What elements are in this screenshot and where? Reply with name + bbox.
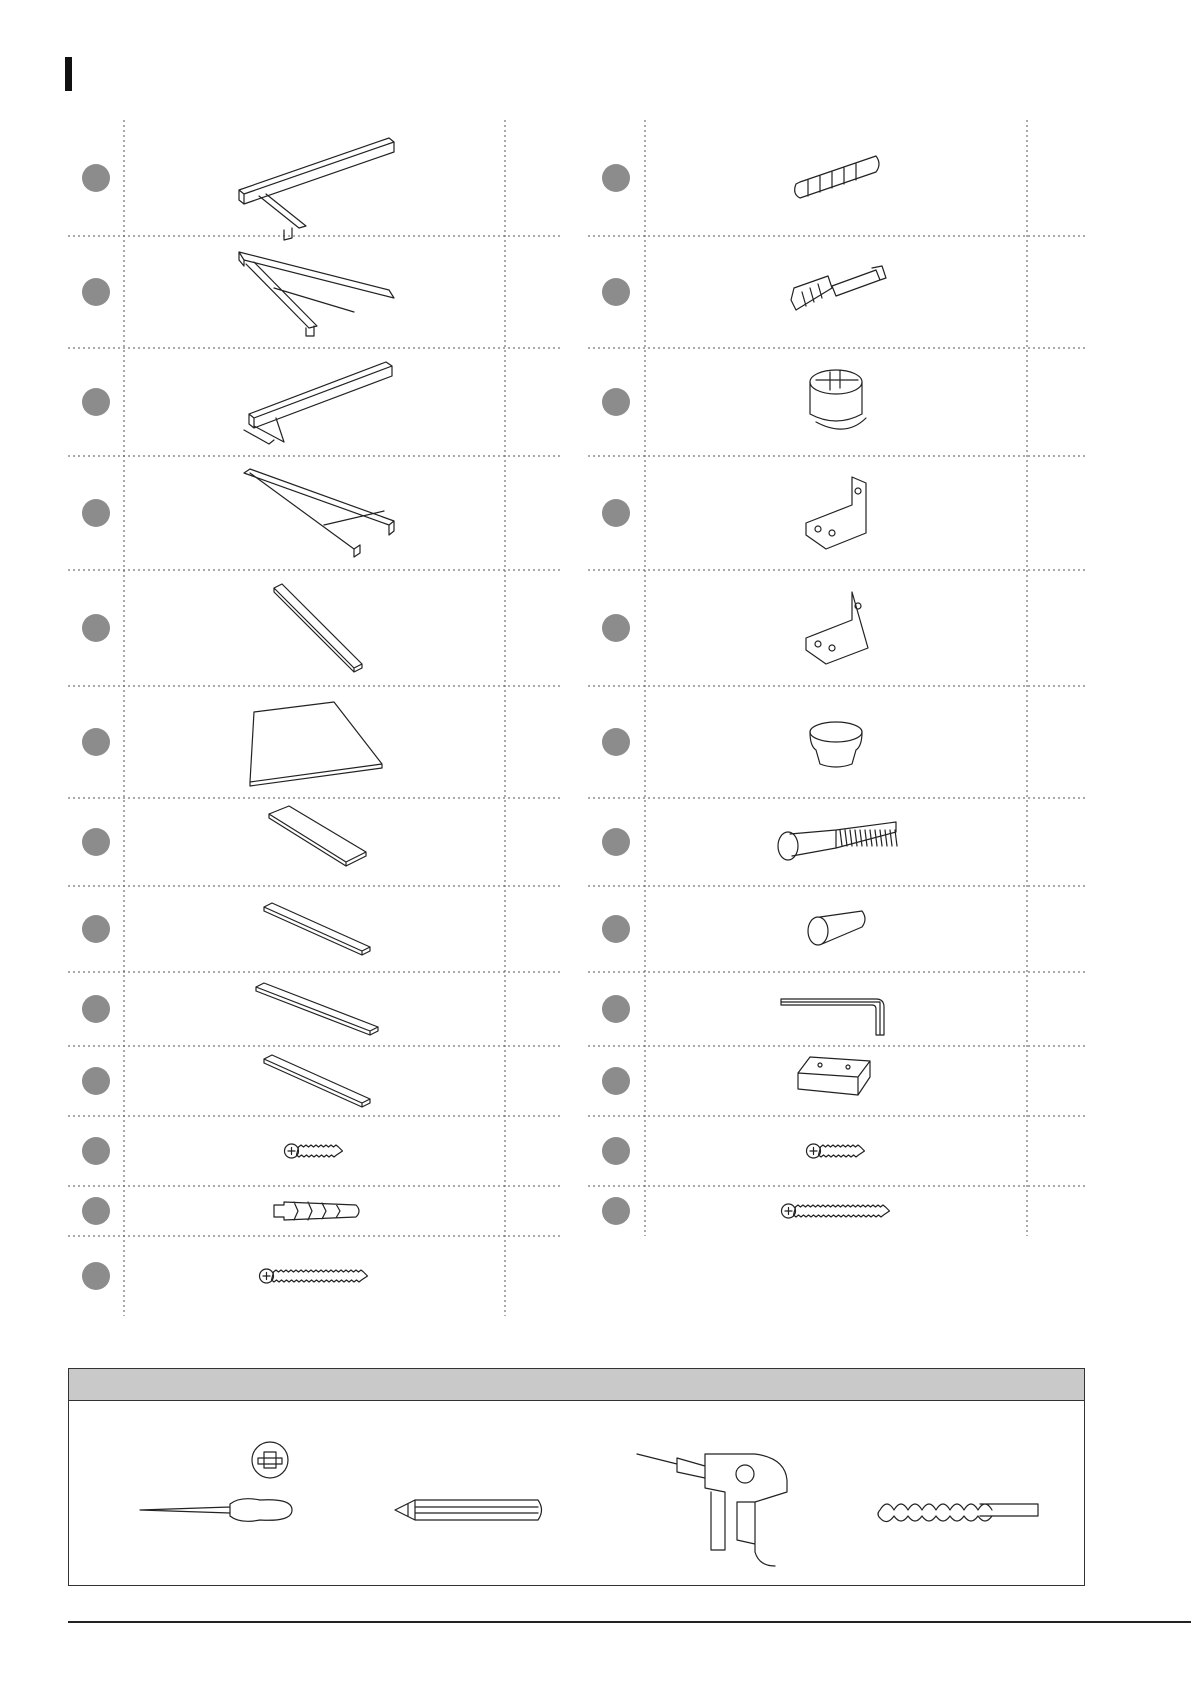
part-right-10	[602, 1057, 870, 1095]
part-left-1	[82, 138, 394, 240]
allen-key-icon	[781, 999, 884, 1035]
part-left-9	[82, 983, 378, 1035]
cam-bolt-icon	[791, 266, 886, 310]
angle-bracket-icon	[806, 477, 866, 549]
angle-bracket-icon	[806, 592, 868, 664]
block-icon	[798, 1057, 870, 1095]
part-left-10	[82, 1055, 370, 1107]
triangle-frame-icon	[239, 138, 394, 240]
part-number-marker	[602, 1137, 630, 1165]
footer-rule	[68, 1621, 1191, 1623]
panel-icon	[269, 806, 366, 866]
part-right-7	[602, 822, 897, 860]
part-left-4	[82, 469, 394, 557]
part-number-marker	[602, 164, 630, 192]
triangle-frame-icon	[244, 362, 392, 444]
cam-lock-icon	[810, 370, 866, 429]
part-number-marker	[602, 278, 630, 306]
part-right-11	[602, 1137, 865, 1165]
part-left-2	[82, 252, 394, 336]
barrel-nut-icon	[808, 911, 865, 945]
screw-icon	[285, 1144, 343, 1158]
foot-icon	[810, 722, 862, 767]
part-right-6	[602, 722, 862, 767]
part-number-marker	[82, 1197, 110, 1225]
tools-box-header	[69, 1369, 1084, 1401]
part-number-marker	[602, 1067, 630, 1095]
part-left-13	[82, 1262, 368, 1290]
part-right-3	[602, 370, 866, 429]
part-right-5	[602, 592, 868, 664]
part-number-marker	[82, 388, 110, 416]
board-icon	[264, 903, 370, 955]
screw-icon	[260, 1269, 368, 1283]
part-left-3	[82, 362, 392, 444]
dowel-icon	[795, 156, 879, 198]
part-left-5	[82, 584, 362, 672]
part-number-marker	[602, 499, 630, 527]
part-left-11	[82, 1137, 343, 1165]
part-number-marker	[82, 278, 110, 306]
bolt-icon	[778, 822, 897, 860]
part-number-marker	[82, 915, 110, 943]
wall-plug-icon	[274, 1202, 359, 1220]
board-icon	[264, 1055, 370, 1107]
part-number-marker	[602, 388, 630, 416]
part-number-marker	[602, 614, 630, 642]
part-number-marker	[602, 995, 630, 1023]
part-number-marker	[82, 614, 110, 642]
part-number-marker	[82, 499, 110, 527]
rail-icon	[274, 584, 362, 672]
part-left-6	[82, 702, 382, 786]
tools-box	[68, 1368, 1085, 1586]
part-number-marker	[602, 828, 630, 856]
part-number-marker	[82, 728, 110, 756]
triangle-frame-icon	[244, 469, 394, 557]
part-left-7	[82, 806, 366, 866]
part-number-marker	[82, 828, 110, 856]
screw-icon	[782, 1204, 890, 1218]
part-number-marker	[602, 728, 630, 756]
part-number-marker	[82, 164, 110, 192]
part-right-1	[602, 156, 879, 198]
part-number-marker	[602, 915, 630, 943]
part-left-8	[82, 903, 370, 955]
corner-shelf-icon	[250, 702, 382, 786]
parts-grid	[68, 120, 1085, 1316]
part-number-marker	[82, 1137, 110, 1165]
board-icon	[256, 983, 378, 1035]
screw-icon	[807, 1144, 865, 1158]
part-number-marker	[602, 1197, 630, 1225]
part-number-marker	[82, 1262, 110, 1290]
part-right-8	[602, 911, 865, 945]
part-number-marker	[82, 995, 110, 1023]
part-right-4	[602, 477, 866, 549]
part-right-2	[602, 266, 886, 310]
triangle-frame-icon	[239, 252, 394, 336]
part-right-9	[602, 995, 884, 1035]
part-number-marker	[82, 1067, 110, 1095]
